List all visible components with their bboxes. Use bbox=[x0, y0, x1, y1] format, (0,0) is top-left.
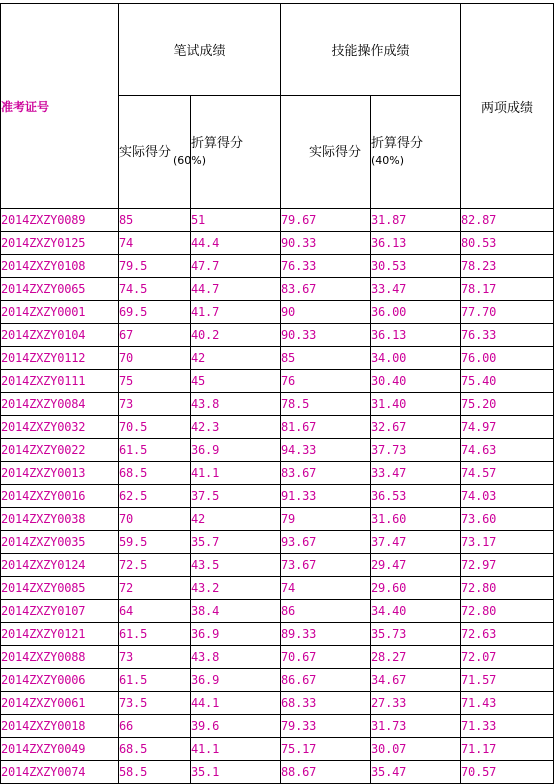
written-converted-cell: 47.7 bbox=[191, 255, 281, 278]
exam-id-cell: 2014ZXZY0001 bbox=[1, 301, 119, 324]
total-score-cell: 78.17 bbox=[461, 278, 554, 301]
total-score-cell: 77.70 bbox=[461, 301, 554, 324]
exam-id-cell: 2014ZXZY0074 bbox=[1, 761, 119, 784]
score-body bbox=[1, 209, 554, 784]
written-converted-cell: 42 bbox=[191, 508, 281, 531]
written-actual-cell: 59.5 bbox=[119, 531, 191, 554]
total-score-cell: 74.97 bbox=[461, 416, 554, 439]
exam-id-cell: 2014ZXZY0032 bbox=[1, 416, 119, 439]
skill-actual-cell: 83.67 bbox=[281, 462, 371, 485]
skill-actual-cell: 76.33 bbox=[281, 255, 371, 278]
table-row bbox=[1, 347, 554, 370]
written-actual-cell: 69.5 bbox=[119, 301, 191, 324]
total-score-cell: 74.03 bbox=[461, 485, 554, 508]
table-row bbox=[1, 232, 554, 255]
written-converted-cell: 36.9 bbox=[191, 623, 281, 646]
total-score-cell: 72.80 bbox=[461, 577, 554, 600]
skill-converted-cell: 33.47 bbox=[371, 462, 461, 485]
skill-actual-cell: 90.33 bbox=[281, 232, 371, 255]
table-row bbox=[1, 669, 554, 692]
written-actual-cell: 67 bbox=[119, 324, 191, 347]
skill-actual-cell: 75.17 bbox=[281, 738, 371, 761]
written-converted-cell: 43.8 bbox=[191, 393, 281, 416]
written-actual-cell: 62.5 bbox=[119, 485, 191, 508]
table-row bbox=[1, 508, 554, 531]
written-converted-cell: 44.1 bbox=[191, 692, 281, 715]
written-actual-cell: 68.5 bbox=[119, 738, 191, 761]
written-actual-cell: 74 bbox=[119, 232, 191, 255]
table-row bbox=[1, 485, 554, 508]
exam-id-cell: 2014ZXZY0049 bbox=[1, 738, 119, 761]
table-row bbox=[1, 623, 554, 646]
exam-id-cell: 2014ZXZY0038 bbox=[1, 508, 119, 531]
written-converted-cell: 41.7 bbox=[191, 301, 281, 324]
written-actual-cell: 79.5 bbox=[119, 255, 191, 278]
exam-id-cell: 2014ZXZY0124 bbox=[1, 554, 119, 577]
skill-converted-cell: 27.33 bbox=[371, 692, 461, 715]
written-actual-cell: 73 bbox=[119, 646, 191, 669]
written-converted-cell: 44.4 bbox=[191, 232, 281, 255]
written-actual-cell: 85 bbox=[119, 209, 191, 232]
total-score-cell: 80.53 bbox=[461, 232, 554, 255]
header-written-actual: 实际得分 bbox=[119, 96, 191, 209]
table-row bbox=[1, 554, 554, 577]
written-converted-cell: 42.3 bbox=[191, 416, 281, 439]
table-row bbox=[1, 738, 554, 761]
table-row bbox=[1, 531, 554, 554]
total-score-cell: 72.07 bbox=[461, 646, 554, 669]
total-score-cell: 73.17 bbox=[461, 531, 554, 554]
score-table bbox=[0, 3, 554, 784]
header-exam-id: 准考证号 bbox=[1, 4, 119, 209]
written-actual-cell: 73.5 bbox=[119, 692, 191, 715]
total-score-cell: 75.20 bbox=[461, 393, 554, 416]
total-score-cell: 74.63 bbox=[461, 439, 554, 462]
total-score-cell: 78.23 bbox=[461, 255, 554, 278]
skill-converted-cell: 31.73 bbox=[371, 715, 461, 738]
exam-id-cell: 2014ZXZY0016 bbox=[1, 485, 119, 508]
written-actual-cell: 61.5 bbox=[119, 623, 191, 646]
skill-actual-cell: 90.33 bbox=[281, 324, 371, 347]
written-actual-cell: 58.5 bbox=[119, 761, 191, 784]
exam-id-cell: 2014ZXZY0112 bbox=[1, 347, 119, 370]
written-actual-cell: 68.5 bbox=[119, 462, 191, 485]
skill-converted-cell: 34.67 bbox=[371, 669, 461, 692]
skill-actual-cell: 79.33 bbox=[281, 715, 371, 738]
written-actual-cell: 61.5 bbox=[119, 669, 191, 692]
skill-actual-cell: 93.67 bbox=[281, 531, 371, 554]
table-row bbox=[1, 600, 554, 623]
table-row bbox=[1, 462, 554, 485]
exam-id-cell: 2014ZXZY0061 bbox=[1, 692, 119, 715]
total-score-cell: 71.33 bbox=[461, 715, 554, 738]
written-converted-cell: 43.2 bbox=[191, 577, 281, 600]
table-row bbox=[1, 370, 554, 393]
total-score-cell: 74.57 bbox=[461, 462, 554, 485]
exam-id-cell: 2014ZXZY0108 bbox=[1, 255, 119, 278]
written-actual-cell: 70 bbox=[119, 347, 191, 370]
written-actual-cell: 70.5 bbox=[119, 416, 191, 439]
exam-id-cell: 2014ZXZY0125 bbox=[1, 232, 119, 255]
written-actual-cell: 75 bbox=[119, 370, 191, 393]
exam-id-cell: 2014ZXZY0018 bbox=[1, 715, 119, 738]
table-row bbox=[1, 301, 554, 324]
written-converted-cell: 39.6 bbox=[191, 715, 281, 738]
table-row bbox=[1, 324, 554, 347]
skill-converted-cell: 35.73 bbox=[371, 623, 461, 646]
skill-converted-cell: 32.67 bbox=[371, 416, 461, 439]
skill-converted-cell: 29.60 bbox=[371, 577, 461, 600]
skill-converted-cell: 37.47 bbox=[371, 531, 461, 554]
header-row-top bbox=[1, 4, 554, 96]
exam-id-cell: 2014ZXZY0089 bbox=[1, 209, 119, 232]
exam-id-cell: 2014ZXZY0022 bbox=[1, 439, 119, 462]
total-score-cell: 72.97 bbox=[461, 554, 554, 577]
skill-actual-cell: 78.5 bbox=[281, 393, 371, 416]
skill-converted-cell: 31.87 bbox=[371, 209, 461, 232]
header-written-score: 笔试成绩 bbox=[119, 4, 281, 96]
skill-actual-cell: 73.67 bbox=[281, 554, 371, 577]
written-actual-cell: 61.5 bbox=[119, 439, 191, 462]
skill-actual-cell: 68.33 bbox=[281, 692, 371, 715]
exam-id-cell: 2014ZXZY0085 bbox=[1, 577, 119, 600]
table-row bbox=[1, 278, 554, 301]
exam-id-cell: 2014ZXZY0104 bbox=[1, 324, 119, 347]
total-score-cell: 76.33 bbox=[461, 324, 554, 347]
total-score-cell: 70.57 bbox=[461, 761, 554, 784]
skill-converted-cell: 35.47 bbox=[371, 761, 461, 784]
written-actual-cell: 70 bbox=[119, 508, 191, 531]
skill-actual-cell: 85 bbox=[281, 347, 371, 370]
skill-converted-cell: 33.47 bbox=[371, 278, 461, 301]
total-score-cell: 73.60 bbox=[461, 508, 554, 531]
skill-converted-cell: 36.13 bbox=[371, 232, 461, 255]
skill-actual-cell: 81.67 bbox=[281, 416, 371, 439]
skill-actual-cell: 88.67 bbox=[281, 761, 371, 784]
skill-actual-cell: 70.67 bbox=[281, 646, 371, 669]
table-row bbox=[1, 692, 554, 715]
written-converted-cell: 44.7 bbox=[191, 278, 281, 301]
skill-actual-cell: 90 bbox=[281, 301, 371, 324]
written-actual-cell: 73 bbox=[119, 393, 191, 416]
table-row bbox=[1, 577, 554, 600]
written-converted-cell: 35.1 bbox=[191, 761, 281, 784]
exam-id-cell: 2014ZXZY0013 bbox=[1, 462, 119, 485]
skill-actual-cell: 74 bbox=[281, 577, 371, 600]
table-row bbox=[1, 646, 554, 669]
written-converted-cell: 36.9 bbox=[191, 669, 281, 692]
header-skill-converted-label: 折算得分 bbox=[371, 136, 424, 151]
written-converted-cell: 43.5 bbox=[191, 554, 281, 577]
header-written-converted-label: 折算得分 bbox=[191, 136, 244, 151]
skill-actual-cell: 94.33 bbox=[281, 439, 371, 462]
written-actual-cell: 72 bbox=[119, 577, 191, 600]
skill-actual-cell: 89.33 bbox=[281, 623, 371, 646]
written-actual-cell: 72.5 bbox=[119, 554, 191, 577]
header-written-converted bbox=[173, 96, 281, 209]
skill-actual-cell: 79.67 bbox=[281, 209, 371, 232]
table-row bbox=[1, 209, 554, 232]
total-score-cell: 76.00 bbox=[461, 347, 554, 370]
table-row bbox=[1, 761, 554, 784]
written-actual-cell: 66 bbox=[119, 715, 191, 738]
total-score-cell: 75.40 bbox=[461, 370, 554, 393]
table-row bbox=[1, 255, 554, 278]
skill-converted-cell: 30.40 bbox=[371, 370, 461, 393]
skill-converted-cell: 31.40 bbox=[371, 393, 461, 416]
written-converted-cell: 35.7 bbox=[191, 531, 281, 554]
skill-actual-cell: 91.33 bbox=[281, 485, 371, 508]
table-row bbox=[1, 439, 554, 462]
table-row bbox=[1, 715, 554, 738]
written-converted-cell: 40.2 bbox=[191, 324, 281, 347]
written-converted-cell: 41.1 bbox=[191, 462, 281, 485]
header-skill-pct: (40%) bbox=[371, 154, 405, 167]
total-score-cell: 72.80 bbox=[461, 600, 554, 623]
total-score-cell: 71.43 bbox=[461, 692, 554, 715]
skill-converted-cell: 36.53 bbox=[371, 485, 461, 508]
skill-converted-cell: 28.27 bbox=[371, 646, 461, 669]
skill-actual-cell: 76 bbox=[281, 370, 371, 393]
skill-actual-cell: 86.67 bbox=[281, 669, 371, 692]
skill-converted-cell: 36.13 bbox=[371, 324, 461, 347]
header-written-pct: (60%) bbox=[173, 154, 207, 167]
table-row bbox=[1, 393, 554, 416]
exam-id-cell: 2014ZXZY0065 bbox=[1, 278, 119, 301]
skill-actual-cell: 79 bbox=[281, 508, 371, 531]
written-converted-cell: 42 bbox=[191, 347, 281, 370]
header-skill-score: 技能操作成绩 bbox=[281, 4, 461, 96]
exam-id-cell: 2014ZXZY0035 bbox=[1, 531, 119, 554]
written-converted-cell: 41.1 bbox=[191, 738, 281, 761]
exam-id-cell: 2014ZXZY0006 bbox=[1, 669, 119, 692]
exam-id-cell: 2014ZXZY0084 bbox=[1, 393, 119, 416]
written-converted-cell: 36.9 bbox=[191, 439, 281, 462]
skill-converted-cell: 29.47 bbox=[371, 554, 461, 577]
written-actual-cell: 64 bbox=[119, 600, 191, 623]
total-score-cell: 72.63 bbox=[461, 623, 554, 646]
total-score-cell: 71.17 bbox=[461, 738, 554, 761]
skill-converted-cell: 36.00 bbox=[371, 301, 461, 324]
skill-converted-cell: 30.53 bbox=[371, 255, 461, 278]
skill-converted-cell: 34.00 bbox=[371, 347, 461, 370]
exam-id-cell: 2014ZXZY0107 bbox=[1, 600, 119, 623]
table-row bbox=[1, 416, 554, 439]
skill-actual-cell: 86 bbox=[281, 600, 371, 623]
skill-converted-cell: 30.07 bbox=[371, 738, 461, 761]
exam-id-cell: 2014ZXZY0111 bbox=[1, 370, 119, 393]
skill-converted-cell: 34.40 bbox=[371, 600, 461, 623]
header-total-score: 两项成绩 bbox=[461, 4, 554, 209]
written-converted-cell: 37.5 bbox=[191, 485, 281, 508]
exam-id-cell: 2014ZXZY0121 bbox=[1, 623, 119, 646]
skill-converted-cell: 31.60 bbox=[371, 508, 461, 531]
skill-actual-cell: 83.67 bbox=[281, 278, 371, 301]
written-converted-cell: 51 bbox=[191, 209, 281, 232]
written-converted-cell: 43.8 bbox=[191, 646, 281, 669]
written-actual-cell: 74.5 bbox=[119, 278, 191, 301]
total-score-cell: 82.87 bbox=[461, 209, 554, 232]
header-skill-actual: 实际得分 bbox=[281, 96, 371, 209]
exam-id-cell: 2014ZXZY0088 bbox=[1, 646, 119, 669]
total-score-cell: 71.57 bbox=[461, 669, 554, 692]
written-converted-cell: 38.4 bbox=[191, 600, 281, 623]
header-skill-converted bbox=[371, 96, 461, 209]
written-converted-cell: 45 bbox=[191, 370, 281, 393]
skill-converted-cell: 37.73 bbox=[371, 439, 461, 462]
